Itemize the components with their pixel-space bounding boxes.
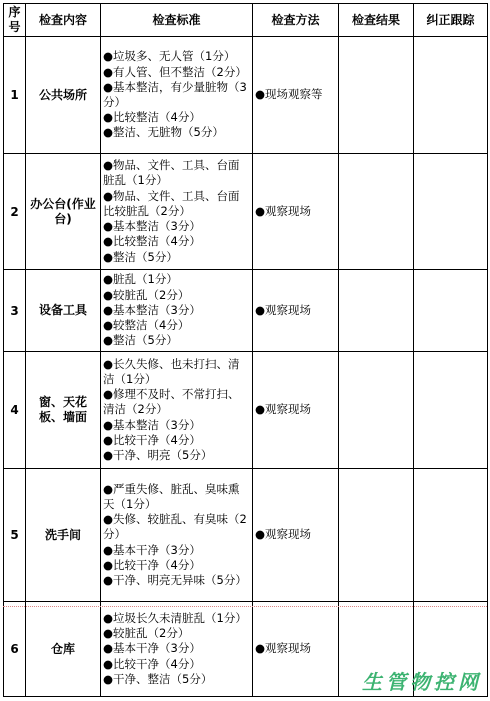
criteria-line: ●基本干净（3分） bbox=[103, 641, 201, 656]
table-row bbox=[4, 352, 488, 469]
method-cell bbox=[253, 602, 339, 697]
header-item: 检查内容 bbox=[26, 4, 101, 37]
tracking-cell[interactable] bbox=[414, 37, 488, 154]
table-row bbox=[4, 469, 488, 602]
result-cell[interactable] bbox=[339, 352, 414, 469]
criteria-line: ●较脏乱（2分） bbox=[103, 626, 190, 641]
table-row bbox=[4, 154, 488, 270]
criteria-line: ●整洁、无脏物（5分） bbox=[103, 125, 224, 140]
inspection-table bbox=[3, 3, 488, 697]
table-header-row bbox=[4, 4, 488, 37]
method-text: ●观察现场 bbox=[255, 402, 312, 417]
criteria-line: ●干净、明亮（5分） bbox=[103, 448, 213, 462]
criteria-line: ●较整洁（4分） bbox=[103, 318, 190, 333]
header-tracking: 纠正跟踪 bbox=[414, 4, 488, 37]
method-text: ●观察现场 bbox=[255, 527, 312, 542]
result-cell[interactable] bbox=[339, 154, 414, 270]
criteria-line: ●基本干净（3分） bbox=[103, 542, 201, 557]
criteria-line: ●基本整洁（3分） bbox=[103, 417, 201, 432]
criteria-cell bbox=[101, 270, 253, 352]
criteria-cell bbox=[101, 469, 253, 602]
criteria-line: ●物品、文件、工具、台面比较脏乱（2分） bbox=[103, 188, 240, 218]
criteria-line: ●基本整洁（3分） bbox=[103, 302, 201, 317]
row-number: 3 bbox=[4, 270, 26, 352]
header-result: 检查结果 bbox=[339, 4, 414, 37]
method-cell bbox=[253, 154, 339, 270]
row-number: 2 bbox=[4, 154, 26, 270]
row-number: 6 bbox=[4, 602, 26, 697]
criteria-line: ●脏乱（1分） bbox=[103, 272, 178, 287]
inspection-item: 窗、天花板、墙面 bbox=[26, 352, 101, 469]
criteria-line: ●比较整洁（4分） bbox=[103, 234, 201, 249]
method-text: ●观察现场 bbox=[255, 203, 312, 218]
method-text: ●观察现场 bbox=[255, 641, 312, 656]
tracking-cell[interactable] bbox=[414, 154, 488, 270]
header-method: 检查方法 bbox=[253, 4, 339, 37]
criteria-line: ●修理不及时、不常打扫、清洁（2分） bbox=[103, 387, 240, 417]
criteria-line: ●基本整洁（3分） bbox=[103, 219, 201, 234]
header-no: 序号 bbox=[4, 4, 26, 37]
inspection-item: 洗手间 bbox=[26, 469, 101, 602]
criteria-line: ●整洁（5分） bbox=[103, 249, 178, 264]
method-cell bbox=[253, 352, 339, 469]
tracking-cell[interactable] bbox=[414, 270, 488, 352]
inspection-item: 设备工具 bbox=[26, 270, 101, 352]
criteria-line: ●失修、较脏乱、有臭味（2分） bbox=[103, 512, 247, 542]
row-number: 4 bbox=[4, 352, 26, 469]
method-cell bbox=[253, 37, 339, 154]
table-row bbox=[4, 37, 488, 154]
criteria-line: ●严重失修、脏乱、臭味熏天（1分） bbox=[103, 481, 240, 511]
method-text: ●现场观察等 bbox=[255, 87, 323, 102]
criteria-cell bbox=[101, 154, 253, 270]
criteria-line: ●比较干净（4分） bbox=[103, 557, 201, 572]
criteria-line: ●垃圾长久未清脏乱（1分） bbox=[103, 610, 247, 625]
criteria-cell bbox=[101, 602, 253, 697]
criteria-line: ●较脏乱（2分） bbox=[103, 287, 190, 302]
tracking-cell[interactable] bbox=[414, 352, 488, 469]
method-cell bbox=[253, 469, 339, 602]
criteria-line: ●干净、明亮无异味（5分） bbox=[103, 573, 247, 587]
criteria-cell bbox=[101, 352, 253, 469]
criteria-line: ●比较整洁（4分） bbox=[103, 110, 201, 125]
method-text: ●观察现场 bbox=[255, 302, 312, 317]
criteria-line: ●垃圾多、无人管（1分） bbox=[103, 49, 236, 64]
criteria-cell bbox=[101, 37, 253, 154]
result-cell[interactable] bbox=[339, 37, 414, 154]
criteria-line: ●物品、文件、工具、台面脏乱（1分） bbox=[103, 158, 240, 188]
tracking-cell[interactable] bbox=[414, 469, 488, 602]
header-criteria: 检查标准 bbox=[101, 4, 253, 37]
watermark-logo: 生管物控网 bbox=[362, 670, 482, 694]
result-cell[interactable] bbox=[339, 270, 414, 352]
criteria-line: ●比较干净（4分） bbox=[103, 656, 201, 671]
criteria-line: ●基本整洁，有少量脏物（3分） bbox=[103, 79, 247, 109]
dotted-divider bbox=[3, 606, 487, 607]
inspection-item: 仓库 bbox=[26, 602, 101, 697]
row-number: 1 bbox=[4, 37, 26, 154]
criteria-line: ●有人管、但不整洁（2分） bbox=[103, 64, 247, 79]
criteria-line: ●整洁（5分） bbox=[103, 333, 178, 348]
table-row bbox=[4, 270, 488, 352]
row-number: 5 bbox=[4, 469, 26, 602]
method-cell bbox=[253, 270, 339, 352]
criteria-line: ●干净、整洁（5分） bbox=[103, 671, 213, 686]
result-cell[interactable] bbox=[339, 469, 414, 602]
inspection-item: 办公台(作业台) bbox=[26, 154, 101, 270]
criteria-line: ●长久失修、也未打扫、清洁（1分） bbox=[103, 356, 240, 386]
criteria-line: ●比较干净（4分） bbox=[103, 432, 201, 447]
inspection-item: 公共场所 bbox=[26, 37, 101, 154]
